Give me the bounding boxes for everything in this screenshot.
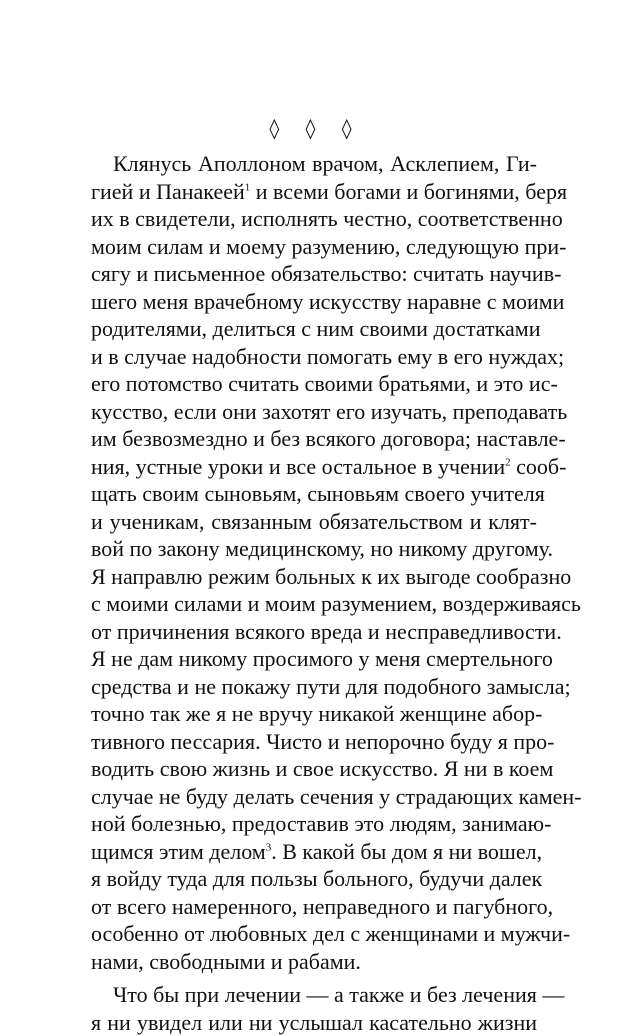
line-text: кусство, если они захотят его изучать, преподавать xyxy=(91,399,567,424)
text-line xyxy=(91,563,537,591)
line-text: и в случае надобности помогать ему в его нуждах; xyxy=(91,344,564,369)
line-text: вой по закону медицинскому, но никому другому. xyxy=(91,536,553,561)
line-text: им безвозмездно и без всякого договора; наставле- xyxy=(91,426,566,451)
line-text-continued: сооб- xyxy=(511,454,567,479)
text-line xyxy=(91,981,537,1009)
text-line xyxy=(91,893,537,921)
text-line xyxy=(91,398,537,426)
line-text: ния, устные уроки и все остальное в учении xyxy=(91,454,505,479)
line-text: точно так же я не вручу никакой женщине абор- xyxy=(91,701,542,726)
line-text: Клянусь Аполлоном врачом, Асклепием, Ги- xyxy=(113,151,537,176)
line-text: от причинения всякого вреда и несправедливости. xyxy=(91,619,562,644)
text-line xyxy=(91,700,537,728)
line-text: щимся этим делом xyxy=(91,839,266,864)
text-line xyxy=(91,1009,537,1036)
footnote-marker[interactable]: 3 xyxy=(266,841,272,853)
line-text: я войду туда для пользы больного, будучи далек xyxy=(91,866,542,891)
section-ornament: ◊ ◊ ◊ xyxy=(0,116,631,140)
text-line xyxy=(91,673,537,701)
line-text: их в свидетели, исполнять честно, соответственно xyxy=(91,206,563,231)
line-text: сягу и письменное обязательство: считать научив- xyxy=(91,261,561,286)
text-line xyxy=(91,783,537,811)
body-text xyxy=(91,150,537,1036)
line-text: с моими силами и моим разумением, воздерживаясь xyxy=(91,591,581,616)
text-line xyxy=(91,920,537,948)
footnote-marker[interactable]: 1 xyxy=(245,181,251,193)
text-line xyxy=(91,178,537,206)
line-text: я ни увидел или ни услышал касательно жизни xyxy=(91,1010,537,1035)
footnote-marker[interactable]: 2 xyxy=(505,456,511,468)
line-text: и ученикам, связанным обязательством и клят- xyxy=(91,509,537,534)
text-line xyxy=(91,645,537,673)
line-text: гией и Панакеей xyxy=(91,179,245,204)
text-line xyxy=(91,233,537,261)
text-line xyxy=(91,948,537,976)
line-text: особенно от любовных дел с женщинами и мужчи- xyxy=(91,921,570,946)
text-line xyxy=(91,728,537,756)
line-text: случае не буду делать сечения у страдающих камен- xyxy=(91,784,582,809)
text-line xyxy=(91,315,537,343)
text-line xyxy=(91,150,537,178)
text-line xyxy=(91,480,537,508)
text-line xyxy=(91,343,537,371)
text-line xyxy=(91,810,537,838)
line-text: средства и не покажу пути для подобного замысла; xyxy=(91,674,571,699)
text-line xyxy=(91,370,537,398)
text-line xyxy=(91,535,537,563)
line-text-continued: . В какой бы дом я ни вошел, xyxy=(271,839,542,864)
text-line xyxy=(91,508,537,536)
line-text: ной болезнью, предоставив это людям, занимаю- xyxy=(91,811,551,836)
line-text: Я направлю режим больных к их выгоде сообразно xyxy=(91,564,571,589)
line-text-continued: и всеми богами и богинями, беря xyxy=(250,179,567,204)
line-text: нами, свободными и рабами. xyxy=(91,949,361,974)
line-text: водить свою жизнь и свое искусство. Я ни в коем xyxy=(91,756,553,781)
line-text: родителями, делиться с ним своими достатками xyxy=(91,316,540,341)
text-line xyxy=(91,260,537,288)
text-line xyxy=(91,453,537,481)
line-text: шего меня врачебному искусству наравне с моими xyxy=(91,289,564,314)
text-line xyxy=(91,288,537,316)
text-line xyxy=(91,205,537,233)
text-line xyxy=(91,865,537,893)
line-text: его потомство считать своими братьями, и это ис- xyxy=(91,371,558,396)
line-text: Я не дам никому просимого у меня смертельного xyxy=(91,646,553,671)
line-text: от всего намеренного, неправедного и пагубного, xyxy=(91,894,553,919)
text-line xyxy=(91,838,537,866)
paragraph xyxy=(91,981,537,1036)
text-line xyxy=(91,425,537,453)
text-line xyxy=(91,590,537,618)
line-text: тивного пессария. Чисто и непорочно буду я про- xyxy=(91,729,554,754)
text-line xyxy=(91,755,537,783)
line-text: щать своим сыновьям, сыновьям своего учителя xyxy=(91,481,545,506)
line-text: Что бы при лечении — а также и без лечения — xyxy=(113,982,564,1007)
line-text: моим силам и моему разумению, следующую при- xyxy=(91,234,566,259)
paragraph xyxy=(91,150,537,975)
text-line xyxy=(91,618,537,646)
